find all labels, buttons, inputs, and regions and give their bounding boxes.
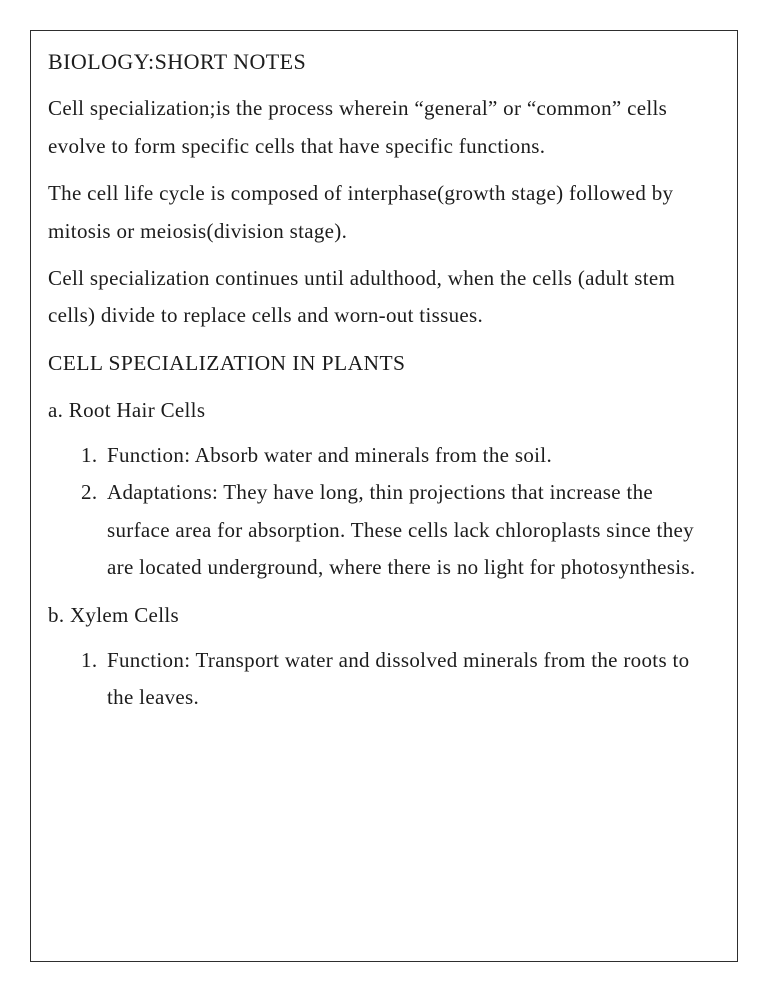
- subsection-a-root-hair-cells-label: a. Root Hair Cells: [48, 398, 206, 423]
- paragraph-adult-stem-cells: Cell specialization continues until adulthood, when the cells (adult stem cells) divide to replace cells and worn-out tissues.: [48, 265, 676, 328]
- document-title: BIOLOGY:SHORT NOTES: [48, 49, 307, 74]
- paragraph-cell-life-cycle: The cell life cycle is composed of interphase(growth stage) followed by mitosis or meiosis(division stage).: [48, 181, 674, 243]
- root-hair-cells-list: [48, 437, 719, 587]
- list-item-root-hair-adaptations: 2. Adaptations: They have long, thin projections that increase the surface area for absorption. These cells lack chloroplasts since they are located underground, where there is no light for photosynthesis.: [103, 474, 719, 586]
- paragraph-cell-specialization-definition: Cell specialization;is the process wherein “general” or “common” cells evolve to form specific cells that have specific functions.: [48, 96, 668, 158]
- section-heading-cell-specialization-in-plants: CELL SPECIALIZATION IN PLANTS: [48, 350, 406, 375]
- subsection-b-xylem-cells-label: b. Xylem Cells: [48, 603, 179, 628]
- list-item-root-hair-function: 1. Function: Absorb water and minerals from the soil.: [103, 437, 719, 474]
- document-page: [30, 30, 738, 962]
- xylem-cells-list: [48, 642, 719, 717]
- list-item-xylem-function: 1. Function: Transport water and dissolved minerals from the roots to the leaves.: [103, 642, 719, 717]
